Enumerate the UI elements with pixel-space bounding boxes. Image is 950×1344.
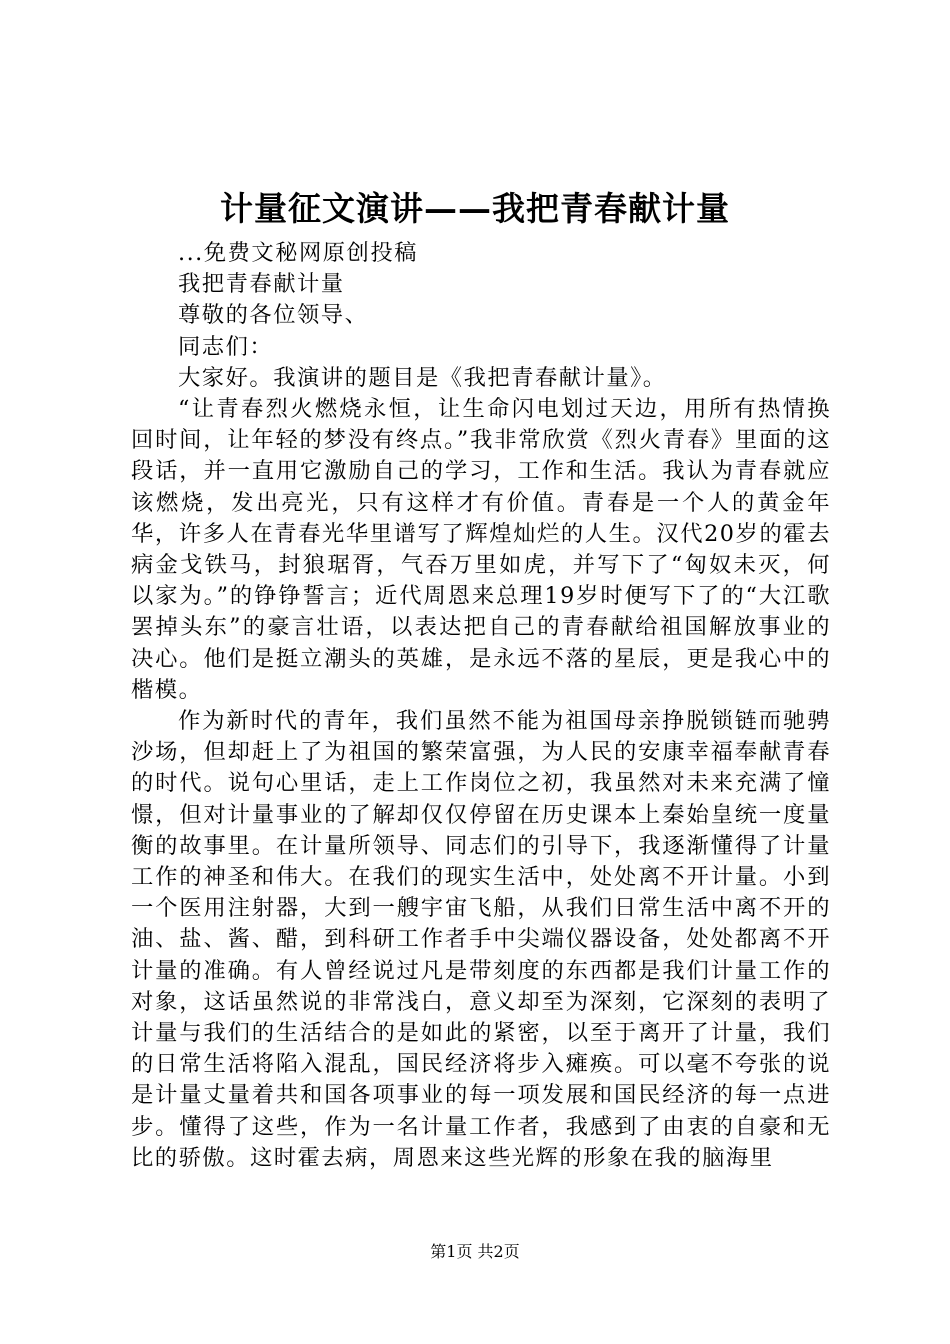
- intro-line-greeting: 大家好。我演讲的题目是《我把青春献计量》。: [178, 364, 667, 391]
- intro-line-subtitle: 我把青春献计量: [178, 271, 345, 298]
- document-title: 计量征文演讲——我把青春献计量: [220, 189, 730, 228]
- document-body: [131, 238, 831, 1174]
- paragraph-1: “让青春烈火燃烧永恒，让生命闪电划过天边，用所有热情换回时间，让年轻的梦没有终点。”我非常欣赏《烈火青春》里面的这段话，并一直用它激励自己的学习，工作和生活。我认为青春就应该燃烧，发出亮光，只有这样才有价值。青春是一个人的黄金年华，许多人在青春光华里谱写了辉煌灿烂的人生。汉代20岁的霍去病金戈铁马，封狼琚胥，气吞万里如虎，并写下了“匈奴未灭，何以家为。”的铮铮誓言；近代周恩来总理19岁时便写下了的“大江歌罢掉头东”的豪言壮语，以表达把自己的青春献给祖国解放事业的决心。他们是挺立潮头的英雄，是永远不落的星辰，更是我心中的楷模。: [131, 396, 831, 703]
- intro-line-salutation: 尊敬的各位领导、: [178, 302, 369, 329]
- paragraph-2: 作为新时代的青年，我们虽然不能为祖国母亲挣脱锁链而驰骋沙场，但却赶上了为祖国的繁荣富强，为人民的安康幸福奉献青春的时代。说句心里话，走上工作岗位之初，我虽然对未来充满了憧憬，但对计量事业的了解却仅仅停留在历史课本上秦始皇统一度量衡的故事里。在计量所领导、同志们的引导下，我逐渐懂得了计量工作的神圣和伟大。在我们的现实生活中，处处离不开计量。小到一个医用注射器，大到一艘宇宙飞船，从我们日常生活中离不开的油、盐、酱、醋，到科研工作者手中尖端仪器设备，处处都离不开计量的准确。有人曾经说过凡是带刻度的东西都是我们计量工作的对象，这话虽然说的非常浅白，意义却至为深刻，它深刻的表明了计量与我们的生活结合的是如此的紧密，以至于离开了计量，我们的日常生活将陷入混乱，国民经济将步入瘫痪。可以毫不夸张的说是计量丈量着共和国各项事业的每一项发展和国民经济的每一点进步。懂得了这些，作为一名计量工作者，我感到了由衷的自豪和无比的骄傲。这时霍去病，周恩来这些光辉的形象在我的脑海里: [131, 708, 831, 1171]
- intro-line-salutation-cont: 同志们：: [178, 333, 274, 360]
- page-footer: 第1页 共2页: [430, 1242, 520, 1261]
- intro-line-source: ...免费文秘网原创投稿: [178, 240, 418, 266]
